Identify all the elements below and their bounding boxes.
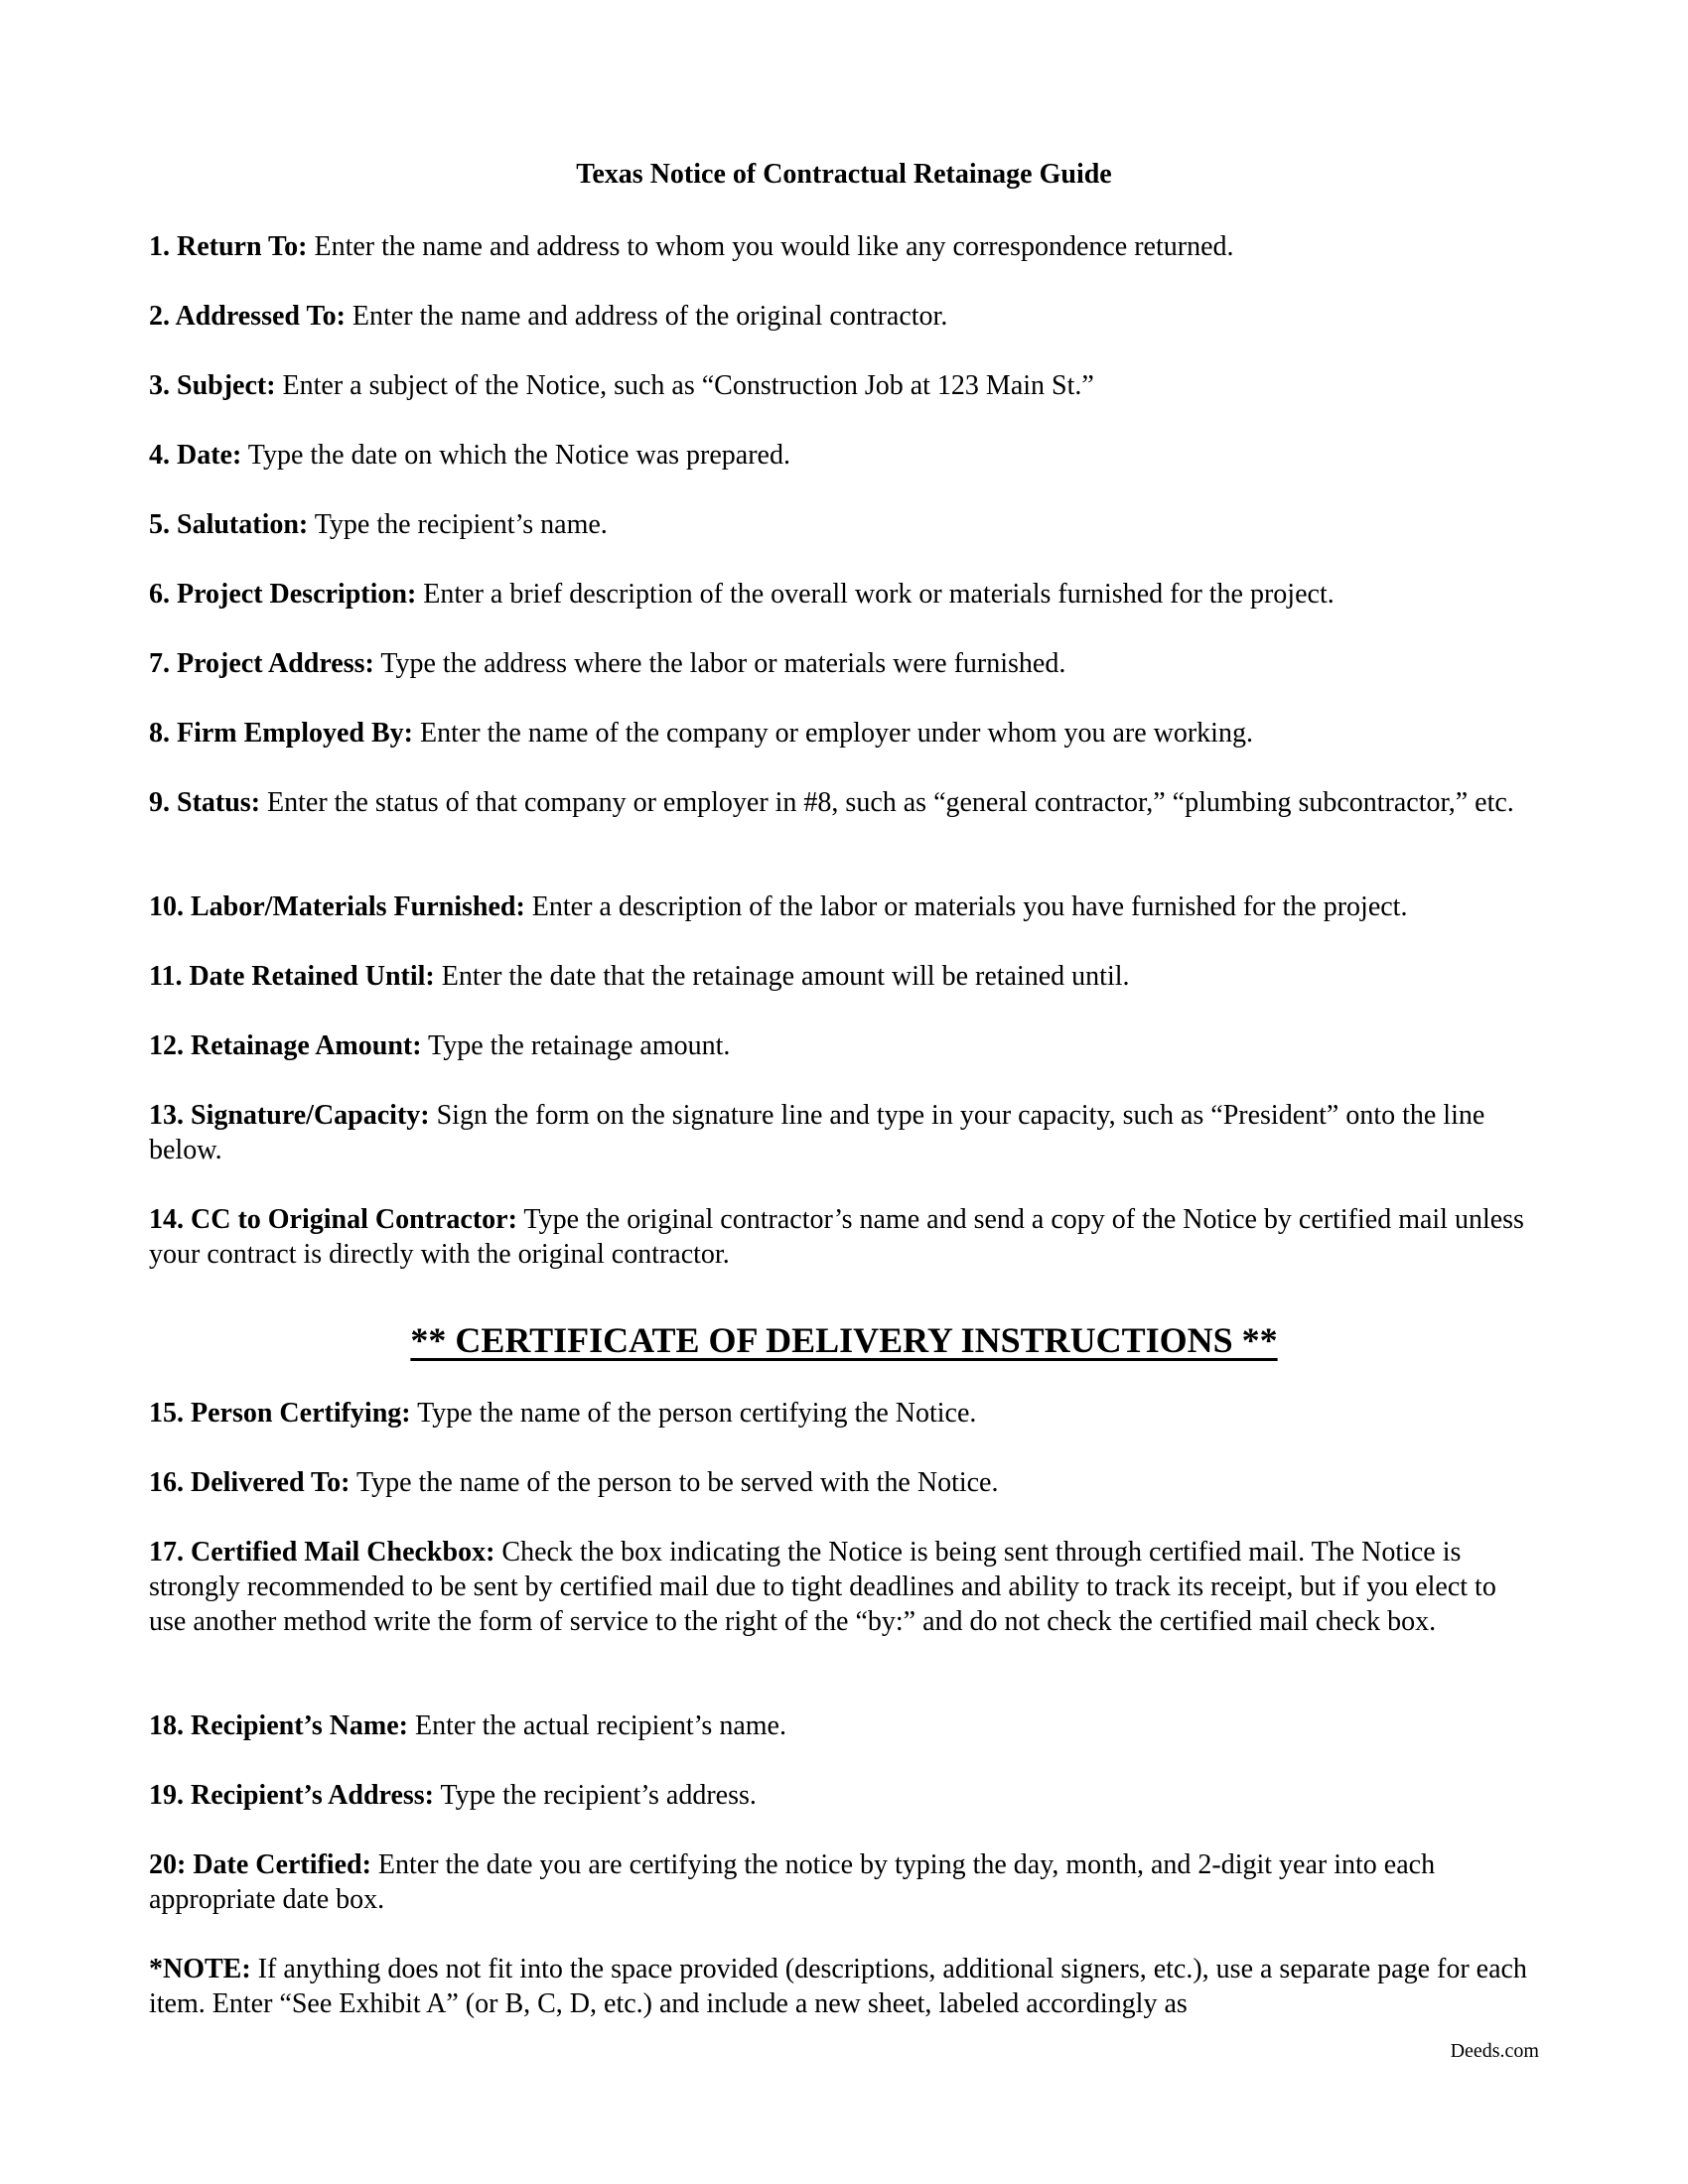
- item-text: Enter the actual recipient’s name.: [408, 1710, 786, 1741]
- guide-item-firm-employed-by: [149, 716, 1539, 751]
- item-label: 11. Date Retained Until:: [149, 961, 435, 992]
- item-text: Check the box indicating the Notice is being sent through certified mail. The Notice is strongly recommended to be sent by certified mail due to tight deadlines and ability to track its receipt, but if you elect to use another method write the form of service to the right of the “by:” and do not check the certified mail check box.: [149, 1537, 1496, 1637]
- guide-note: [149, 1952, 1539, 2021]
- item-text: Enter a description of the labor or materials you have furnished for the project.: [524, 891, 1408, 922]
- item-text: Type the name of the person certifying the Notice.: [410, 1398, 977, 1429]
- item-label: 18. Recipient’s Name:: [149, 1710, 409, 1741]
- guide-item-person-certifying: [149, 1396, 1539, 1431]
- item-text: Enter the name and address of the original contractor.: [345, 301, 948, 332]
- item-text: Type the recipient’s address.: [434, 1780, 757, 1811]
- item-text: Type the retainage amount.: [421, 1030, 731, 1061]
- certificate-heading: [0, 1318, 1688, 1362]
- item-label: 8. Firm Employed By:: [149, 718, 413, 749]
- guide-item-delivered-to: [149, 1465, 1539, 1500]
- guide-item-addressed-to: [149, 299, 1539, 334]
- guide-item-labor-materials: [149, 889, 1539, 924]
- item-label: *NOTE:: [149, 1954, 251, 1984]
- item-text: Sign the form on the signature line and type in your capacity, such as “President” onto the line below.: [149, 1100, 1485, 1165]
- item-label: 4. Date:: [149, 440, 242, 471]
- item-label: 12. Retainage Amount:: [149, 1030, 422, 1061]
- item-label: 20: Date Certified:: [149, 1849, 371, 1880]
- guide-item-certified-mail-checkbox: [149, 1535, 1539, 1639]
- guide-item-subject: [149, 368, 1539, 403]
- guide-item-salutation: [149, 507, 1539, 542]
- item-label: 16. Delivered To:: [149, 1467, 351, 1498]
- item-label: 6. Project Description:: [149, 579, 417, 610]
- item-label: 14. CC to Original Contractor:: [149, 1204, 517, 1235]
- guide-item-date-retained-until: [149, 959, 1539, 994]
- item-label: 13. Signature/Capacity:: [149, 1100, 430, 1131]
- item-text: Enter the date that the retainage amount will be retained until.: [434, 961, 1130, 992]
- guide-item-date-certified: [149, 1847, 1539, 1917]
- item-label: 15. Person Certifying:: [149, 1398, 411, 1429]
- guide-item-date: [149, 438, 1539, 473]
- item-label: 5. Salutation:: [149, 509, 309, 540]
- guide-item-return-to: [149, 229, 1539, 264]
- item-text: Enter the status of that company or employer in #8, such as “general contractor,” “plumbing subcontractor,” etc.: [260, 787, 1514, 818]
- item-label: 2. Addressed To:: [149, 301, 346, 332]
- item-text: Type the date on which the Notice was prepared.: [241, 440, 790, 471]
- guide-item-signature-capacity: [149, 1098, 1539, 1167]
- guide-item-project-description: [149, 577, 1539, 612]
- item-text: Type the name of the person to be served with the Notice.: [350, 1467, 999, 1498]
- guide-item-status: [149, 785, 1539, 820]
- item-label: 9. Status:: [149, 787, 261, 818]
- item-label: 19. Recipient’s Address:: [149, 1780, 434, 1811]
- item-text: Type the recipient’s name.: [308, 509, 608, 540]
- footer-brand: Deeds.com: [1450, 2040, 1539, 2062]
- item-label: 7. Project Address:: [149, 648, 374, 679]
- item-text: Enter a subject of the Notice, such as “Construction Job at 123 Main St.”: [275, 370, 1094, 401]
- guide-item-project-address: [149, 646, 1539, 681]
- item-label: 17. Certified Mail Checkbox:: [149, 1537, 495, 1568]
- item-text: If anything does not fit into the space provided (descriptions, additional signers, etc.), use a separate page for each item. Enter “See Exhibit A” (or B, C, D, etc.) and include a new sheet, labeled accordingly as: [149, 1954, 1527, 2019]
- guide-item-cc-original-contractor: [149, 1202, 1539, 1272]
- certificate-heading-text: ** CERTIFICATE OF DELIVERY INSTRUCTIONS **: [410, 1320, 1278, 1360]
- item-text: Enter the name and address to whom you would like any correspondence returned.: [307, 231, 1234, 262]
- item-text: Type the address where the labor or materials were furnished.: [373, 648, 1066, 679]
- item-text: Enter a brief description of the overall work or materials furnished for the project.: [416, 579, 1335, 610]
- item-text: Type the original contractor’s name and send a copy of the Notice by certified mail unless your contract is directly with the original contractor.: [149, 1204, 1524, 1270]
- item-text: Enter the date you are certifying the notice by typing the day, month, and 2-digit year into each appropriate date box.: [149, 1849, 1436, 1915]
- guide-item-recipient-address: [149, 1778, 1539, 1813]
- item-text: Enter the name of the company or employer under whom you are working.: [413, 718, 1253, 749]
- item-label: 3. Subject:: [149, 370, 276, 401]
- item-label: 10. Labor/Materials Furnished:: [149, 891, 525, 922]
- page-title: Texas Notice of Contractual Retainage Guide: [576, 159, 1112, 190]
- guide-item-retainage-amount: [149, 1028, 1539, 1063]
- item-label: 1. Return To:: [149, 231, 308, 262]
- guide-item-recipient-name: [149, 1708, 1539, 1743]
